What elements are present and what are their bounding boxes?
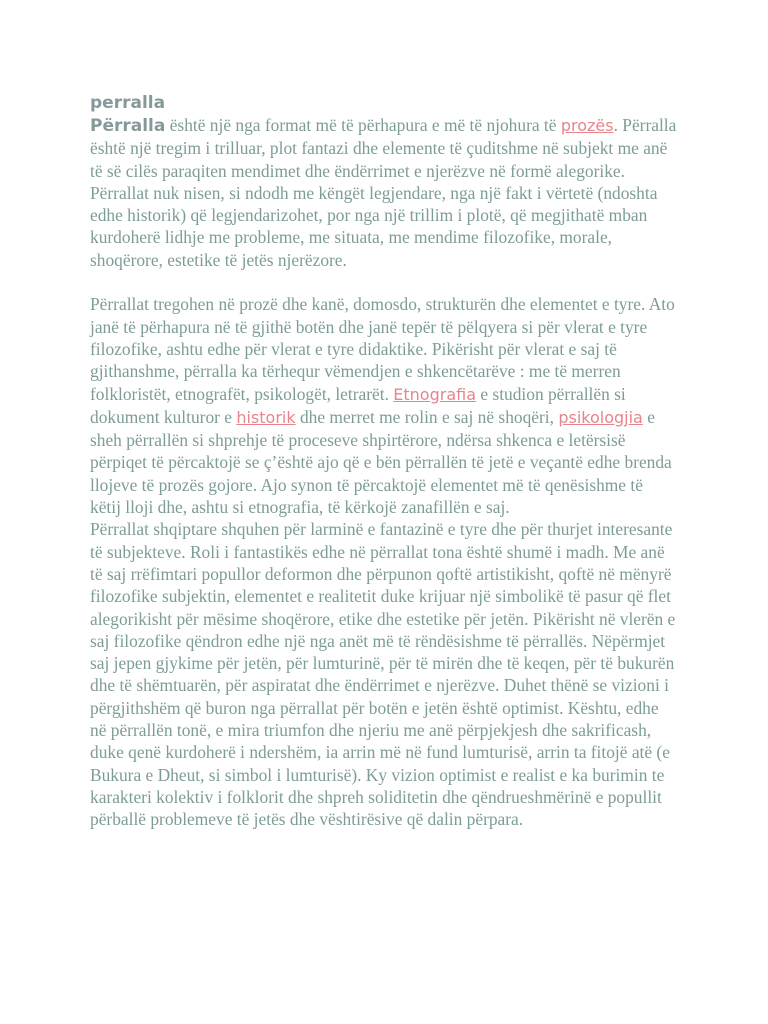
paragraph-text: dhe merret me rolin e saj në shoqëri, (295, 406, 559, 427)
lead-term: Përralla (90, 116, 166, 136)
link-prozes[interactable]: prozës (560, 116, 614, 135)
paragraph-text: . Përralla është një tregim i trilluar, plot fantazi dhe elemente të çuditshme në subjekt me anë të së cilës paraqiten mendimet dhe ëndërrimet e njerëzve në formë alegorike. Përrallat nuk nisen, si ndodh me këngët legjendare, nga një fakt i vërtetë (ndoshta edhe historik) që legjendarizohet, por nga një trillim i plotë, që megjithatë mban kurdoherë lidhje me probleme, me situata, me mendime filozofike, morale, shoqërore, estetike të jetës njerëzore. (90, 115, 677, 270)
link-etnografia[interactable]: Etnografia (393, 384, 477, 404)
paragraph-structure (90, 293, 678, 518)
link-historik[interactable]: historik (236, 407, 296, 427)
paragraph-text: Përrallat tregohen në prozë dhe kanë, domosdo, strukturën dhe elementet e tyre. Ato janë të përhapura në të gjithë botën dhe janë tepër të pëlqyera si për vlerat e tyre filozofike, ashtu edhe për vlerat e tyre didaktike. Pikërisht për vlerat e saj të gjithanshme, përralla ka tërhequr vëmendjen e shkencëtarëve : me të merren folkloristët, etnografët, psikologët, letrarët. (90, 294, 675, 404)
link-psikologjia[interactable]: psikologjia (558, 407, 643, 427)
paragraph-spacer (90, 271, 678, 293)
paragraph-text: është një nga format më të përhapura e më të njohura të (165, 115, 561, 135)
paragraph-text: e studion përrallën si dokument kulturor e (90, 383, 626, 427)
paragraph-intro (90, 114, 678, 271)
paragraph-text: e sheh përrallën si shprehje të proceseve shpirtërore, ndërsa shkenca e letërsisë përpiqet të përcaktojë se ç’është ajo që e bën përrallën të jetë e veçantë edhe brenda llojeve të prozës gojore. Ajo synon të përcaktojë elementet më të qenësishme të këtij lloji dhe, ashtu si etnografia, të kërkojë zanafillën e saj. (90, 406, 672, 518)
paragraph-albanian-tales: Përrallat shqiptare shquhen për larminë e fantazinë e tyre dhe për thurjet interesante të subjekteve. Roli i fantastikës edhe në përrallat tona është shumë i madh. Me anë të saj rrëfimtari popullor deformon dhe përpunon qoftë artistikisht, qoftë në mënyrë filozofike subjektin, elementet e realitetit duke krijuar një simbolikë të pasur që flet alegorikisht për mësime shoqërore, etike dhe estetike për jetën. Pikërisht në vlerën e saj filozofike qëndron edhe një nga anët më të rëndësishme të përrallës. Nëpërmjet saj jepen gjykime për jetën, për lumturinë, për të mirën dhe të keqen, për të bukurën dhe të shëmtuarën, për aspiratat dhe ëndërrimet e njerëzve. Duhet thënë se vizioni i përgjithshëm që buron nga përrallat për botën e jetën është optimist. Kështu, edhe në përrallën tonë, e mira triumfon dhe njeriu me anë përpjekjesh dhe sakrificash, duke qenë kurdoherë i ndershëm, ia arrin më në fund lumturisë, arrin ta fitojë atë (e Bukura e Dheut, si simbol i lumturisë). Ky vizion optimist e realist e ka burimin te karakteri kolektiv i folklorit dhe shpreh soliditetin dhe qëndrueshmërinë e popullit përballë problemeve të jetës dhe vështirësive që dalin përpara. (90, 519, 676, 830)
page-title: perralla (90, 93, 166, 113)
